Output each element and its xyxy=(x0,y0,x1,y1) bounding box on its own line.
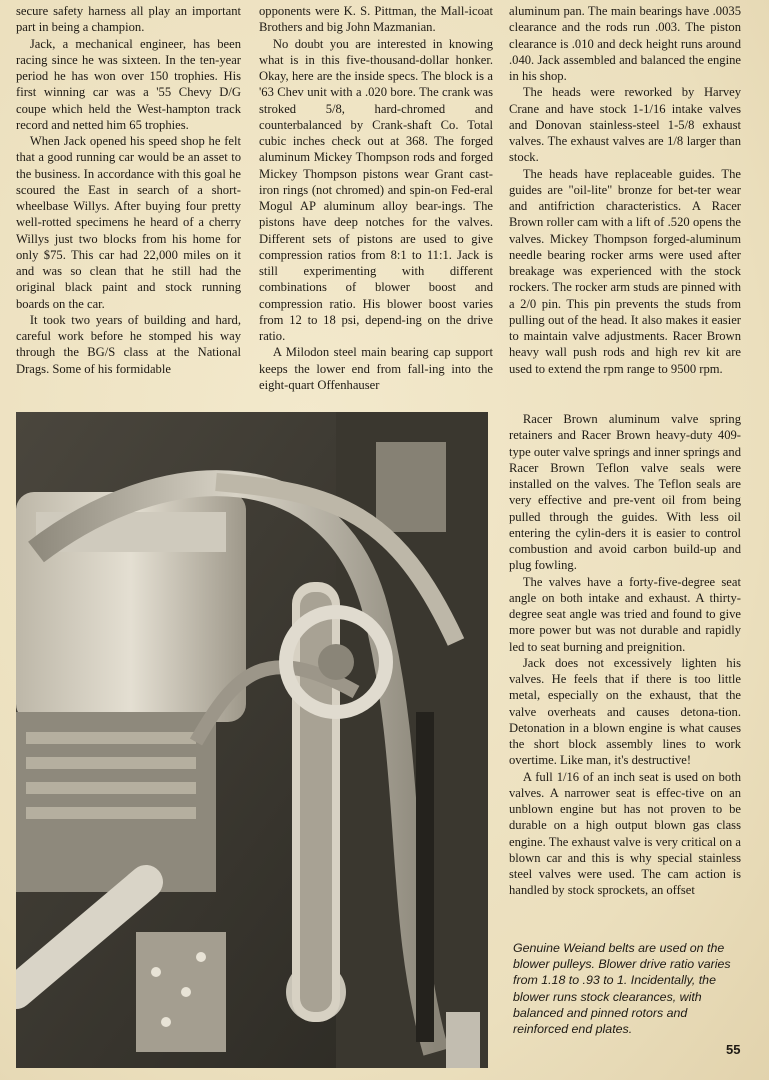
text-column-1 xyxy=(16,3,241,377)
paragraph: Racer Brown aluminum valve spring retainers and Racer Brown heavy-duty 409-type outer valve springs and inner springs and Racer Brown Teflon valve seals were installed on the valves. The Teflon seals are very effective and pre-vent oil from being pulled through the guides. With less oil entering the cylin-ders it is easier to control combustion and avoid carbon build-up and plug fowling. xyxy=(509,412,741,573)
text-column-3 xyxy=(509,3,741,377)
paragraph: Jack does not excessively lighten his valves. He feels that if there is too little metal, especially on the exhaust, that the valve overheats and causes detona-tion. Detonation in a blown engine is what causes the short block assembly lines to work overtime. Like man, it's destructive! xyxy=(509,655,741,768)
paragraph: The heads have replaceable guides. The guides are "oil-lite" bronze for bet-ter wear and antifriction characteristics. A Racer Brown roller cam with a lift of .520 opens the valves. Mickey Thompson forged-aluminum needle bearing rocker arms were used after breakage was experienced with the stock rockers. The rocker arm studs are pinned with a 2/0 pin. This pin prevents the studs from pulling out of the head. It also makes it easier to maintain valve adjustments. Racer Brown heavy wall push rods and high rev kit are used to extend the rpm range to 9500 rpm. xyxy=(509,166,741,376)
engine-photo-illustration xyxy=(16,412,488,1068)
paragraph: A full 1/16 of an inch seat is used on both valves. A narrower seat is effec-tive on an unblown engine but has not proven to be durable on a high output blown gas class engine. The exhaust valve is very critical on a blown car and this is why special stainless steel valves were used. The cam action is handled by stock sprockets, an offset xyxy=(509,769,741,898)
engine-photo xyxy=(16,412,488,1068)
paragraph: The heads were reworked by Harvey Crane and have stock 1-1/16 intake valves and Donovan stainless-steel 1-5/8 exhaust valves. The exhaust valves are 1/8 larger than stock. xyxy=(509,85,741,165)
paragraph: It took two years of building and hard, careful work before he stomped his way through the BG/S class at the National Drags. Some of his formidable xyxy=(16,312,241,376)
paragraph: A Milodon steel main bearing cap support keeps the lower end from fall-ing into the eight-quart Offenhauser xyxy=(259,345,493,392)
photo-caption: Genuine Weiand belts are used on the blower pulleys. Blower drive ratio varies from 1.18 to .93 to 1. Incidentally, the blower runs stock clearances, with balanced and pinned rotors and reinforced end plates. xyxy=(513,941,731,1037)
text-column-2 xyxy=(259,3,493,393)
paragraph: When Jack opened his speed shop he felt that a good running car would be an asset to the business. In accordance with this goal he scoured the East in search of a short-wheelbase Willys. After buying four pretty well-rotted specimens he heard of a cherry Willys just two blocks from his home for only $75. This car had 22,000 miles on it and was so clean that he still had the original black paint and stock running boards on the car. xyxy=(16,134,241,311)
paragraph: opponents were K. S. Pittman, the Mall-icoat Brothers and big John Mazmanian. xyxy=(259,4,493,35)
paragraph: The valves have a forty-five-degree seat angle on both intake and exhaust. A thirty-degree seat angle was tried and found to give more power but was not durable and rapidly led to seat burning and preignition. xyxy=(509,574,741,654)
paragraph: No doubt you are interested in knowing what is in this five-thousand-dollar honker. Okay, here are the inside specs. The block is a '63 Chev unit with a .020 bore. The crank was stroked 5/8, hard-chromed and counterbalanced by Crank-shaft Co. Total cubic inches check out at 368. The forged aluminum Mickey Thompson rods and forged Mickey Thompson pistons wear Grant cast-iron rings (not chromed) and spin-on Fed-eral Mogul AP aluminum alloy bear-ings. The pistons have deep notches for the valves. Different sets of pistons are used to give compression ratios from 8:1 to 11:1. Jack is still experimenting with different combinations of blower boost and compression ratio. His blower boost varies from 12 to 18 psi, depend-ing on the drive ratio. xyxy=(259,36,493,343)
paragraph: Jack, a mechanical engineer, has been racing since he was sixteen. In the ten-year period he has won over 150 trophies. His first winning car was a '55 Chevy D/G coupe which held the West-hampton track record and netted him 65 trophies. xyxy=(16,36,241,132)
page-number: 55 xyxy=(726,1042,741,1057)
text-column-3-lower xyxy=(509,411,741,899)
paragraph: aluminum pan. The main bearings have .0035 clearance and the rods run .003. The piston clearance is .010 and deck height runs around .040. Jack assembled and balanced the engine in his shop. xyxy=(509,4,741,83)
paragraph: secure safety harness all play an important part in being a champion. xyxy=(16,4,241,35)
